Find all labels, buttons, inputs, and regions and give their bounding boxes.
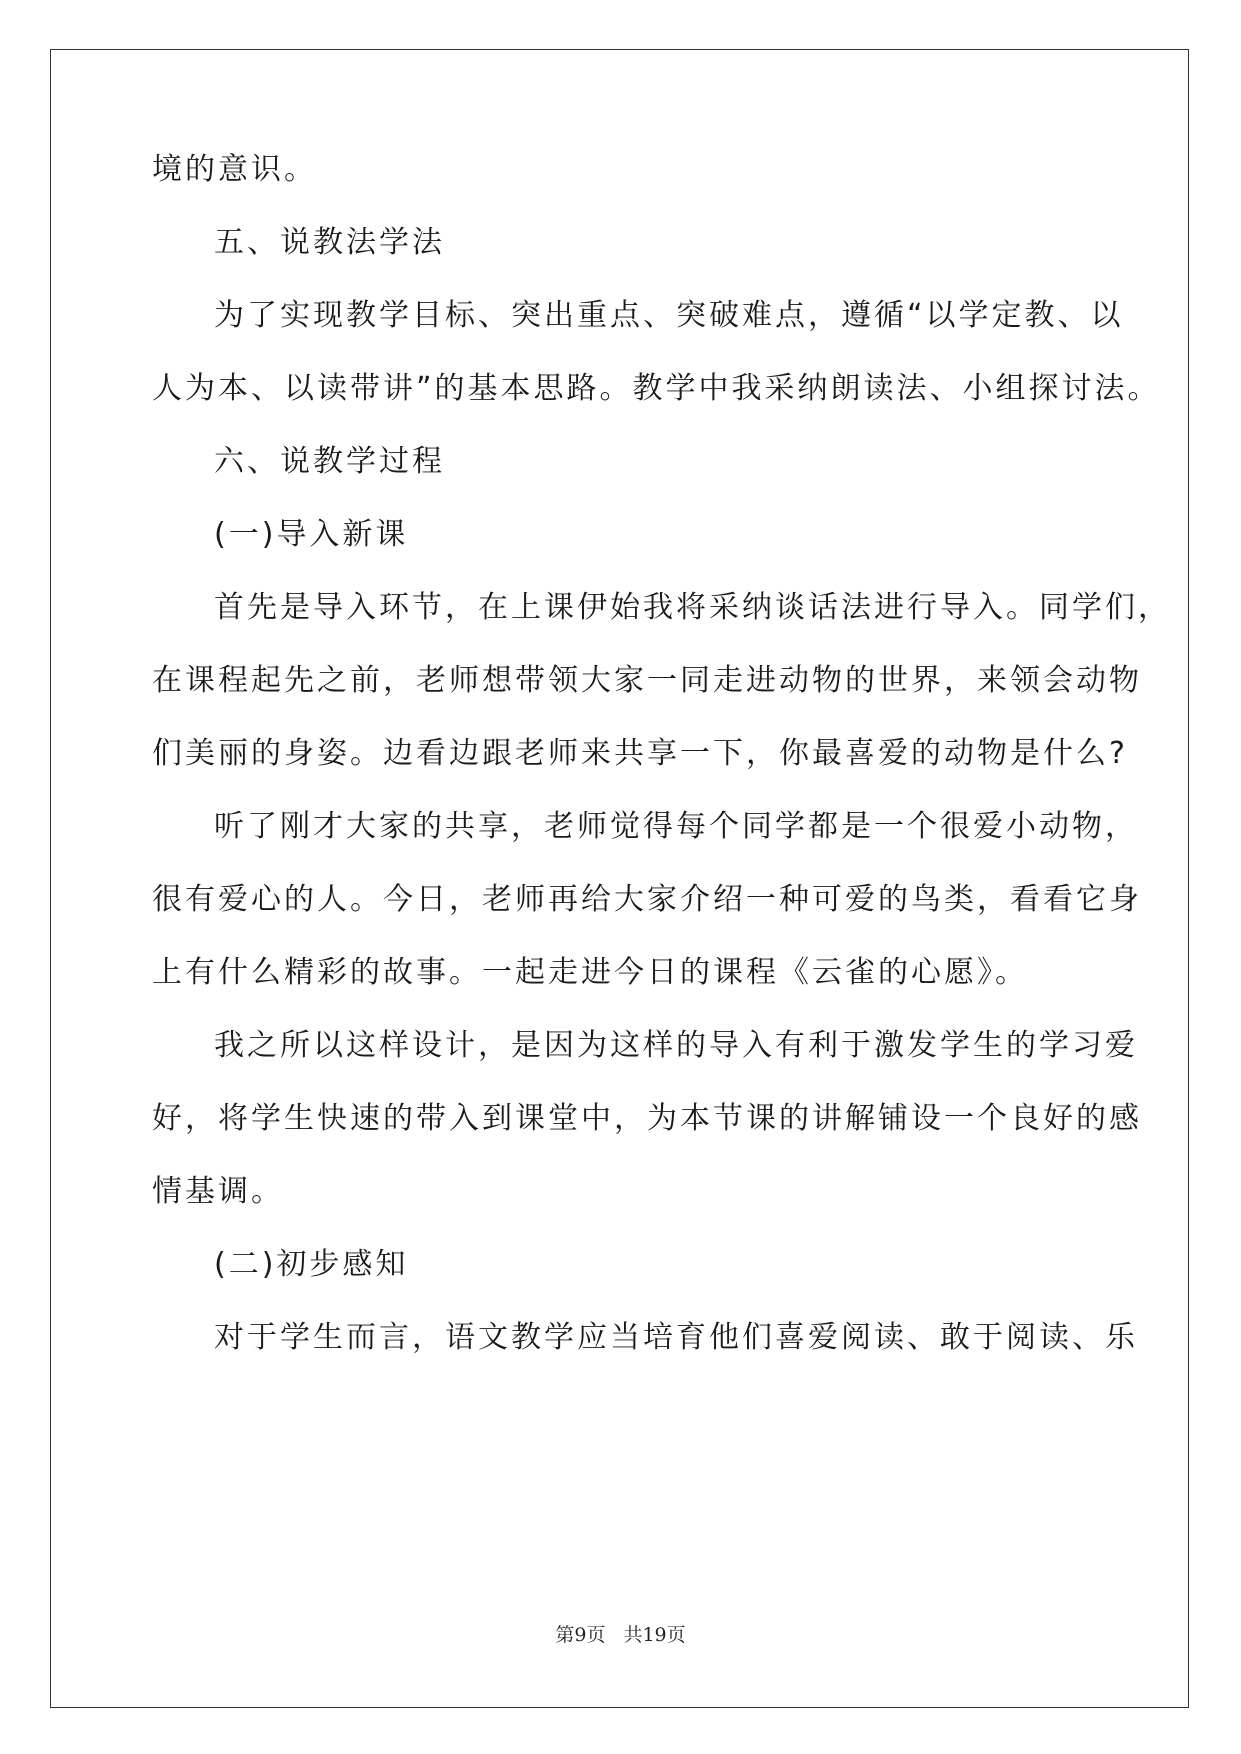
text-line: 很有爱心的人。今日，老师再给大家介绍一种可爱的鸟类，看看它身 — [152, 882, 1142, 917]
text-line: 对于学生而言，语文教学应当培育他们喜爱阅读、敢于阅读、乐 — [214, 1320, 1138, 1355]
text-line: 首先是导入环节，在上课伊始我将采纳谈话法进行导入。同学们， — [214, 590, 1171, 625]
section-heading: 六、说教学过程 — [214, 444, 445, 479]
text-line: 听了刚才大家的共享，老师觉得每个同学都是一个很爱小动物， — [214, 809, 1138, 844]
text-line: 为了实现教学目标、突出重点、突破难点，遵循“以学定教、以 — [214, 298, 1124, 333]
section-heading: 五、说教法学法 — [214, 225, 445, 260]
text-line: 们美丽的身姿。边看边跟老师来共享一下，你最喜爱的动物是什么? — [152, 736, 1128, 771]
subsection-heading: (一)导入新课 — [214, 517, 409, 552]
text-line: 上有什么精彩的故事。一起走进今日的课程《云雀的心愿》。 — [152, 955, 1028, 990]
text-line: 在课程起先之前，老师想带领大家一同走进动物的世界，来领会动物 — [152, 663, 1142, 698]
text-line: 人为本、以读带讲”的基本思路。教学中我采纳朗读法、小组探讨法。 — [152, 371, 1161, 406]
current-page-number: 第9页 — [555, 1624, 606, 1646]
text-line: 境的意识。 — [152, 152, 317, 187]
total-pages: 共19页 — [623, 1624, 686, 1646]
page-footer — [0, 1620, 1241, 1647]
text-line: 情基调。 — [152, 1174, 284, 1209]
text-line: 好，将学生快速的带入到课堂中，为本节课的讲解铺设一个良好的感 — [152, 1101, 1142, 1136]
subsection-heading: (二)初步感知 — [214, 1247, 409, 1282]
text-line: 我之所以这样设计，是因为这样的导入有利于激发学生的学习爱 — [214, 1028, 1138, 1063]
